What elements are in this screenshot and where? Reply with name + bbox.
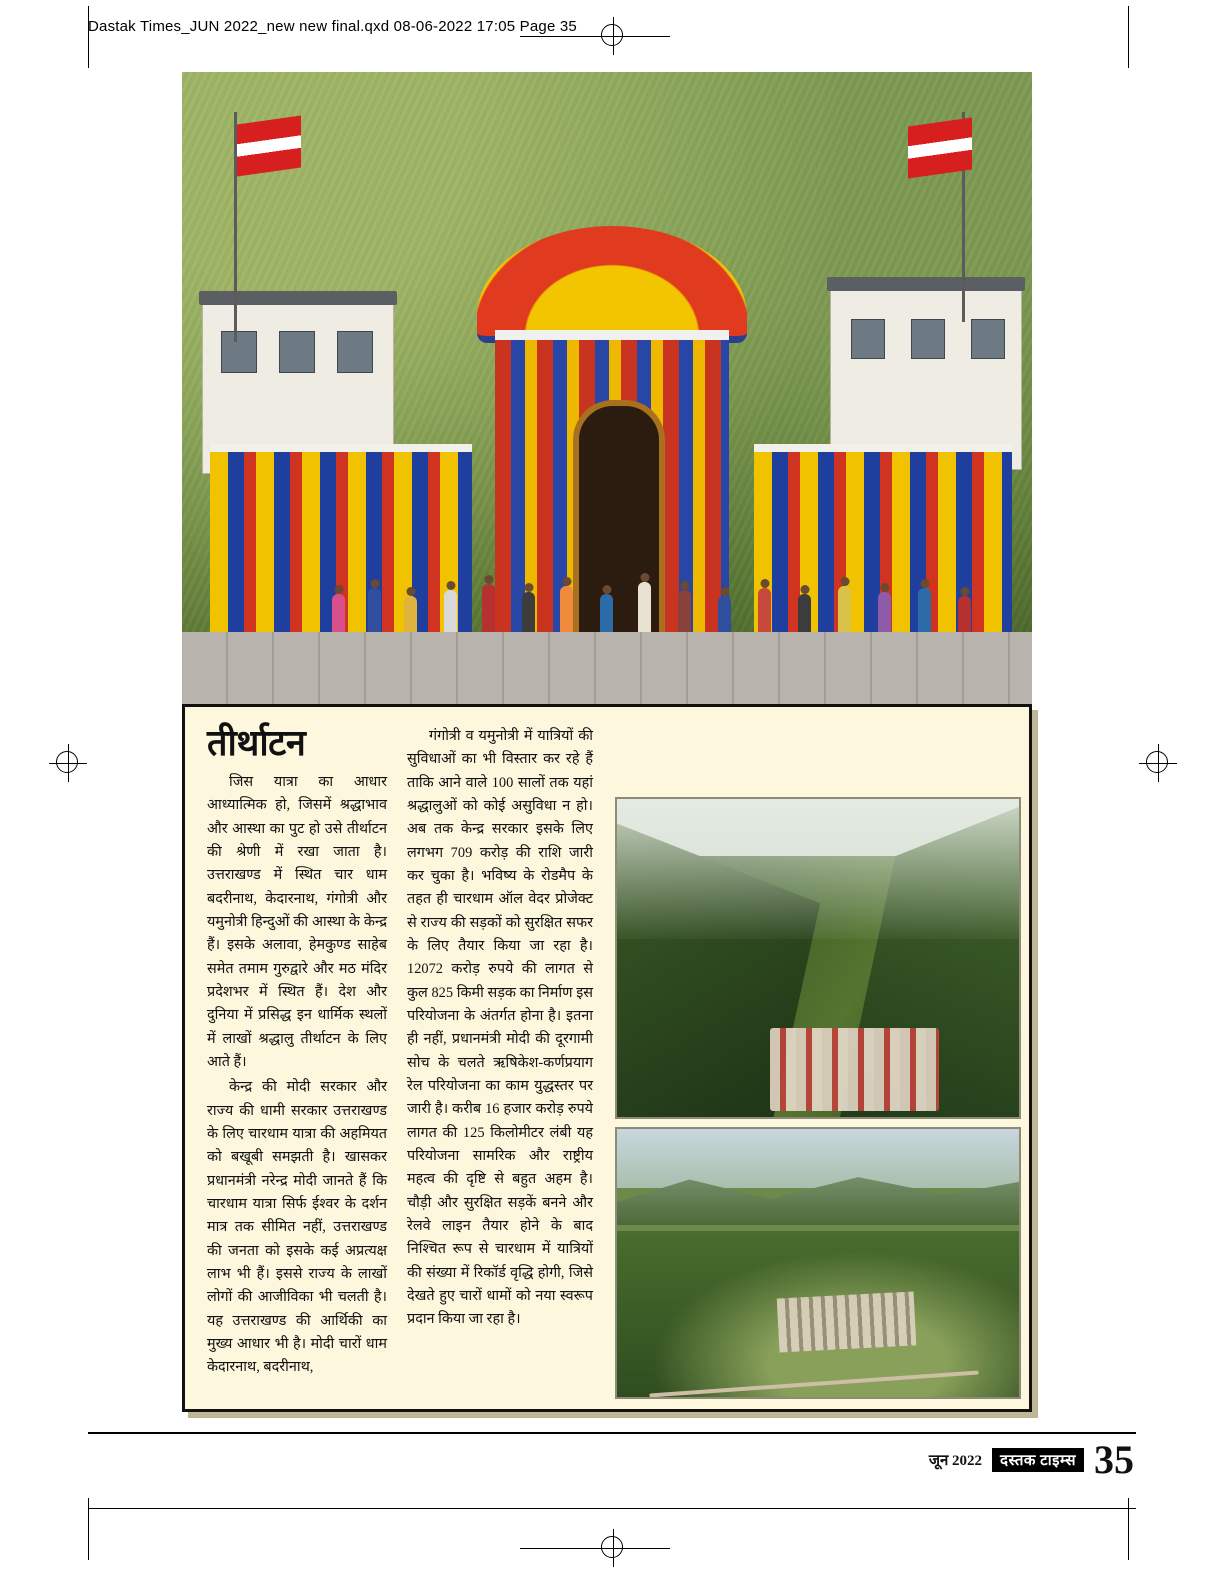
footer-issue-date: जून 2022	[928, 1453, 983, 1469]
registration-mark-top-center	[594, 17, 632, 55]
stone-retaining-wall	[182, 632, 1032, 704]
sky-layer	[617, 1129, 1019, 1188]
article-column-2	[407, 725, 593, 1334]
temple-roof	[477, 226, 747, 343]
article-column-1	[207, 725, 387, 1382]
crop-mark-right-top	[1128, 6, 1129, 68]
window	[851, 319, 885, 359]
footer-masthead-logo: दस्तक टाइम्स	[992, 1448, 1084, 1472]
paragraph: केन्द्र की मोदी सरकार और राज्य की धामी सरकार उत्तराखण्ड के लिए चारधाम यात्रा की अहमियत को बखूबी समझती है। खासकर प्रधानमंत्री नरेन्द्र मोदी जानते हैं कि चारधाम यात्रा सिर्फ ईश्वर के दर्शन मात्र तक सीमित नहीं, उत्तराखण्ड की जनता को इसके कई अप्रत्यक्ष लाभ भी हैं। इससे राज्य के लाखों लोगों की आजीविका भी चलती है।यह उत्तराखण्ड की आर्थिकी का मुख्य आधार भी है। मोदी चारों धाम केदारनाथ, बदरीनाथ,	[207, 1079, 387, 1376]
crop-mark-left-top	[88, 6, 89, 68]
roof-right	[827, 277, 1025, 291]
hillside-town	[776, 1292, 915, 1353]
valley-photo	[615, 797, 1021, 1119]
registration-mark-bottom-center	[594, 1529, 632, 1567]
flag-right	[908, 118, 972, 179]
flag-left	[237, 116, 301, 177]
mist-layer	[617, 799, 1019, 939]
page-title: तीर्थाटन	[207, 723, 306, 763]
hero-temple-photo	[182, 72, 1032, 704]
page-number: 35	[1094, 1437, 1134, 1482]
print-slug-line: Dastak Times_JUN 2022_new new final.qxd 08-06-2022 17:05 Page 35	[88, 18, 577, 35]
registration-mark-right-middle	[1139, 744, 1177, 782]
roof-left	[199, 291, 397, 305]
window	[279, 331, 315, 373]
window	[971, 319, 1005, 359]
footer-divider	[88, 1432, 1136, 1434]
building-right	[830, 288, 1022, 470]
window	[221, 331, 257, 373]
window	[337, 331, 373, 373]
page-footer	[928, 1437, 1134, 1482]
pilgrim-crowd	[182, 520, 1032, 640]
registration-mark-left-middle	[49, 744, 87, 782]
valley-village	[770, 1028, 939, 1111]
crop-mark-bottom-rule	[88, 1508, 1136, 1509]
page-frame	[182, 72, 1032, 1412]
paragraph: गंगोत्री व यमुनोत्री में यात्रियों की सुविधाओं का भी विस्तार कर रहे हैं ताकि आने वाले 100 सालों तक यहां श्रद्धालुओं को कोई असुविधा न हो। अब तक केन्द्र सरकार इसके लिए लगभग 709 करोड़ की राशि जारी कर चुका है। भविष्य के रोडमैप के तहत ही चारधाम ऑल वेदर प्रोजेक्ट से राज्य की सड़कों को सुरक्षित सफर के लिए तैयार किया जा रहा है। 12072 करोड़ रुपये की लागत से कुल 825 किमी सड़क का निर्माण इस परियोजना के अंतर्गत होना है। इतना ही नहीं, प्रधानमंत्री मोदी की दूरगामी सोच के चलते ऋषिकेश-कर्णप्रयाग रेल परियोजना का काम युद्धस्तर पर जारी है। करीब 16 हजार करोड़ रुपये लागत की 125 किलोमीटर लंबी यह परियोजना सामरिक और राष्ट्रीय महत्व की दृष्टि से बहुत अहम है। चौड़ी और सुरक्षित सड़कें बनने और रेलवे लाइन तैयार होने के बाद निश्चित रूप से चारधाम में यात्रियों की संख्या में रिकॉर्ड वृद्धि होगी, जिसे देखते हुए चारों धामों को नया स्वरूप प्रदान किया जा रहा है।	[407, 728, 593, 1328]
paragraph: जिस यात्रा का आधार आध्यात्मिक हो, जिसमें श्रद्धाभाव और आस्था का पुट हो उसे तीर्थाटन की श्रेणी में रखा जाता है।उत्तराखण्ड में स्थित चार धाम बदरीनाथ, केदारनाथ, गंगोत्री और यमुनोत्री हिन्दुओं की आस्था के केन्द्र हैं। इसके अलावा, हेमकुण्ड साहेब समेत तमाम गुरुद्वारे और मठ मंदिर प्रदेशभर में स्थित हैं। देश और दुनिया में प्रसिद्ध इन धार्मिक स्थलों में लाखों श्रद्धालु तीर्थाटन के लिए आते हैं।	[207, 774, 387, 1070]
article-body	[182, 704, 1032, 1412]
hills-photo	[615, 1127, 1021, 1399]
window	[911, 319, 945, 359]
